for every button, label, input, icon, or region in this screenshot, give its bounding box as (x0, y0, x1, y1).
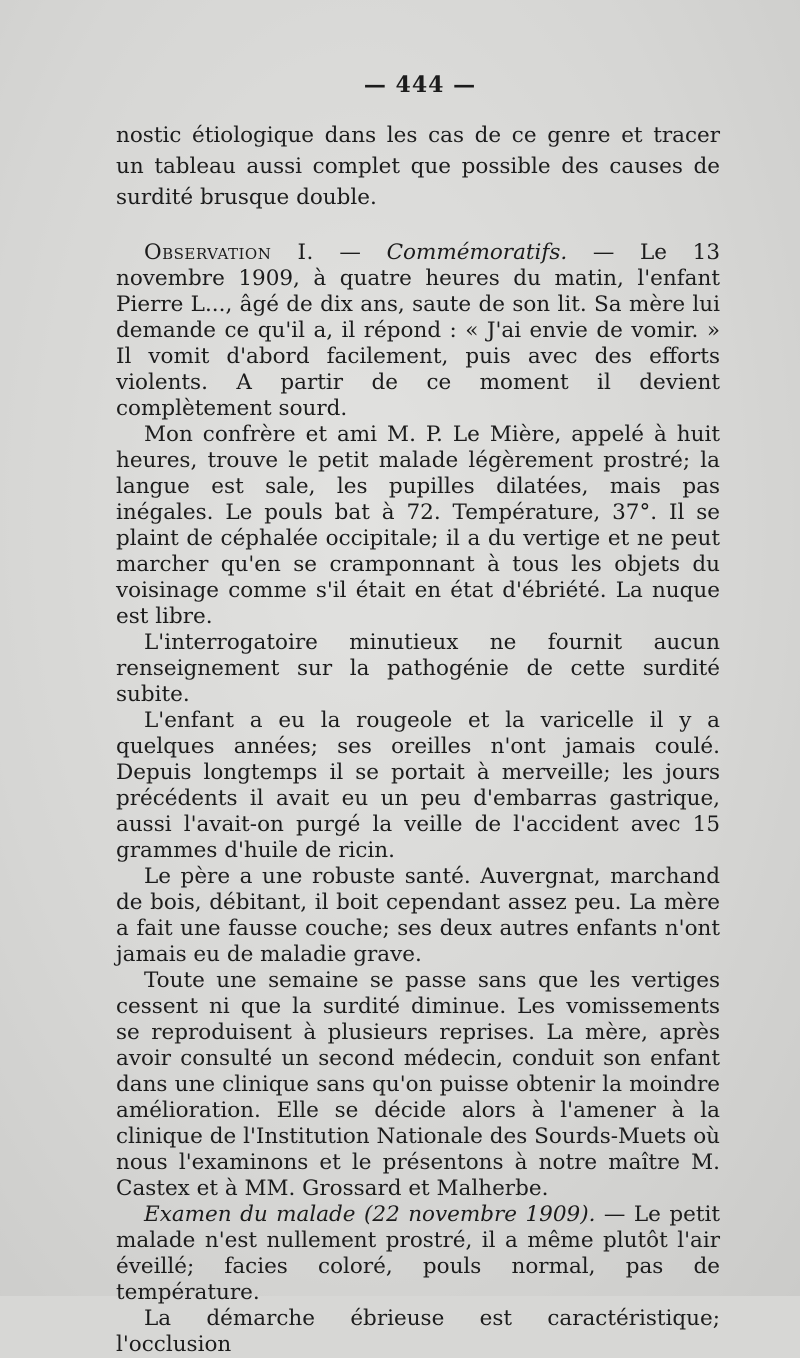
observation-paragraph-1-text: — Le 13 novembre 1909, à quatre heures du matin, l'enfant Pierre L..., âgé de dix ans, saute de son lit. Sa mère lui demande ce qu'il a, il répond : « J'ai envie de vomir. » Il vomit d'abord facilement, puis avec des efforts violents. A partir de ce moment il devient complètement sourd. (116, 240, 720, 421)
observation-paragraph-3: L'interrogatoire minutieux ne fournit aucun renseignement sur la pathogénie de cette surdité subite. (116, 630, 720, 707)
observation-section (116, 240, 720, 1358)
intro-paragraph (116, 120, 720, 213)
observation-heading: Observation I. (144, 240, 314, 265)
exam-label: Examen du malade (22 novembre 1909). (144, 1202, 596, 1227)
observation-paragraph-4: L'enfant a eu la rougeole et la varicelle il y a quelques années; ses oreilles n'ont jamais coulé. Depuis longtemps il se portait à merveille; les jours précédents il avait eu un peu d'embarras gastrique, aussi l'avait-on purgé la veille de l'accident avec 15 grammes d'huile de ricin. (116, 708, 720, 863)
observation-paragraph-1 (116, 240, 720, 422)
intro-text: nostic étiologique dans les cas de ce genre et tracer un tableau aussi complet que possible des causes de surdité brusque double. (116, 123, 720, 210)
heading-separator: — (313, 240, 387, 265)
observation-paragraph-7-text: — Le petit malade n'est nullement prostré, il a même plutôt l'air éveillé; facies coloré, pouls normal, pas de température. (116, 1202, 720, 1305)
observation-paragraph-2: Mon confrère et ami M. P. Le Mière, appelé à huit heures, trouve le petit malade légèrement prostré; la langue est sale, les pupilles dilatées, mais pas inégales. Le pouls bat à 72. Température, 37°. Il se plaint de céphalée occipitale; il a du vertige et ne peut marcher qu'en se cramponnant à tous les objets du voisinage comme s'il était en état d'ébriété. La nuque est libre. (116, 422, 720, 629)
page-number: — 444 — (363, 72, 477, 98)
observation-paragraph-7 (116, 1202, 720, 1306)
observation-paragraph-6: Toute une semaine se passe sans que les vertiges cessent ni que la surdité diminue. Les vomissements se reproduisent à plusieurs reprises. La mère, après avoir consulté un second médecin, conduit son enfant dans une clinique sans qu'on puisse obtenir la moindre amélioration. Elle se décide alors à l'amener à la clinique de l'Institution Nationale des Sourds-Muets où nous l'examinons et le présentons à notre maître M. Castex et à MM. Grossard et Malherbe. (116, 968, 720, 1201)
commemoratifs-label: Commémoratifs. (386, 240, 568, 265)
observation-paragraph-8: La démarche ébrieuse est caractéristique; l'occlusion (116, 1306, 720, 1357)
observation-paragraph-5: Le père a une robuste santé. Auvergnat, marchand de bois, débitant, il boit cependant assez peu. La mère a fait une fausse couche; ses deux autres enfants n'ont jamais eu de maladie grave. (116, 864, 720, 967)
